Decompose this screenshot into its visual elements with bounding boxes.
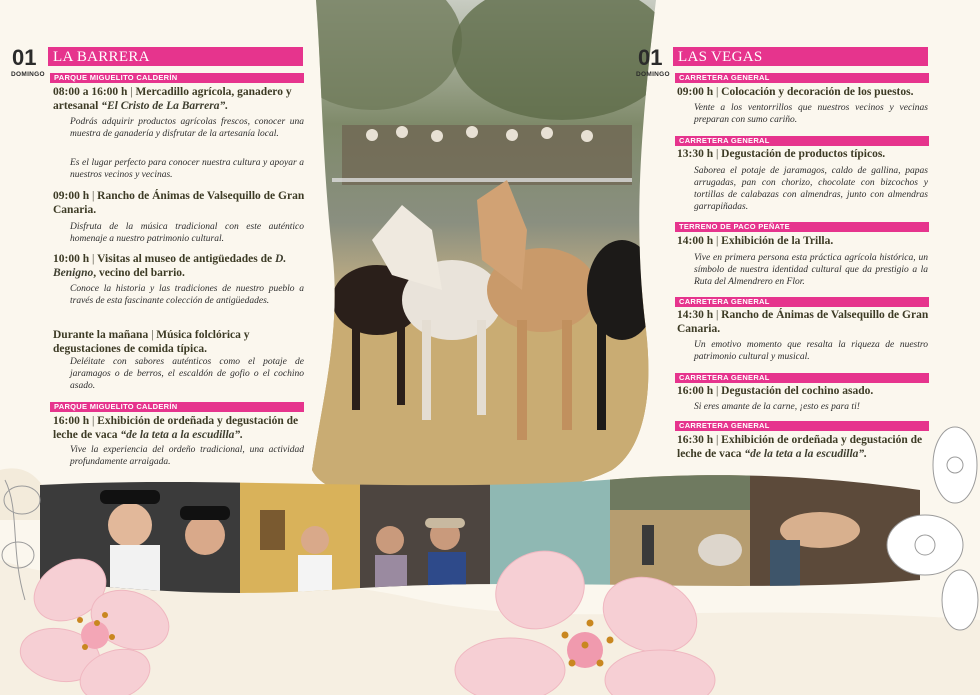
event-title: Exhibición de ordeñada y degustación de leche de vaca: [677, 434, 923, 460]
event-description: Vente a los ventorrillos que nuestros vecinos y vecinas preparan con sumo cariño.: [694, 103, 928, 125]
location-label: TERRENO DE PACO PEÑATE: [675, 222, 929, 232]
event-time: 16:00 h: [53, 415, 90, 427]
event-time: 14:30 h: [677, 309, 714, 321]
event-title: Mercadillo agrícola, ganadero y artesanal: [53, 86, 292, 112]
event-r1: 09:00 h | Colocación y decoración de los puestos.: [677, 86, 914, 98]
event-time: 13:30 h: [677, 148, 714, 160]
event-title: Rancho de Ánimas de Valsequillo de Gran Canaria.: [53, 190, 305, 216]
event-r5: 16:00 h | Degustación del cochino asado.: [677, 385, 874, 397]
event-title: Música folclórica y degustaciones de comida típica.: [53, 329, 250, 355]
event-r4: 14:30 h | Rancho de Ánimas de Valsequillo de Gran Canaria.: [677, 309, 929, 335]
horses-photo: [312, 0, 663, 495]
event-time: 08:00 a 16:00 h: [53, 86, 128, 98]
event-description: Saborea el potaje de jaramagos, caldo de gallina, papas arrugadas, pan con chorizo, chocolate con bizcochos y tortillas de calabazas con almendras, junto con almendras garrapiñadas.: [694, 166, 928, 212]
event-time: 14:00 h: [677, 235, 714, 247]
event-2: 09:00 h | Rancho de Ánimas de Valsequillo de Gran Canaria.: [53, 190, 305, 216]
event-title: Visitas al museo de antigüedades: [97, 253, 258, 265]
event-connector: de: [260, 253, 273, 265]
event-time: Durante la mañana: [53, 329, 149, 341]
event-quote: “El Cristo de La Barrera”.: [101, 100, 229, 112]
event-time: 09:00 h: [677, 86, 714, 98]
event-description: Podrás adquirir productos agrícolas frescos, conocer una muestra de ganadería y disfrutar de la artesanía local.: [70, 117, 304, 139]
event-3: 10:00 h | Visitas al museo de antigüedades de D. Benigno, vecino del barrio.: [53, 253, 287, 279]
section-title-la-barrera: LA BARRERA: [48, 47, 303, 66]
location-label: PARQUE MIGUELITO CALDERÍN: [50, 402, 304, 412]
almond-blossom-center: [440, 545, 740, 695]
blossom-sketch-left: [0, 460, 55, 610]
event-person: D. Benigno: [53, 253, 287, 279]
day-number-right: 01: [638, 45, 663, 70]
event-quote: “de la teta a la escudilla”.: [744, 448, 868, 460]
event-r6: 16:30 h | Exhibición de ordeñada y degustación de leche de vaca “de la teta a la escudilla”.: [677, 434, 923, 460]
event-description: Es el lugar perfecto para conocer nuestra cultura y apoyar a nuestros vecinos y vecinas.: [70, 158, 304, 180]
event-r3: 14:00 h | Exhibición de la Trilla.: [677, 235, 834, 247]
day-label-left: DOMINGO: [11, 71, 45, 78]
event-4: Durante la mañana | Música folclórica y degustaciones de comida típica.: [53, 329, 250, 355]
event-title: Degustación de productos típicos.: [721, 148, 886, 160]
day-label-right: DOMINGO: [636, 71, 670, 78]
event-description: Vive en primera persona esta práctica agrícola histórica, un símbolo de nuestra identidad cultural que da prestigio a la Ruta del Almendrero en Flor.: [694, 253, 928, 287]
location-label: CARRETERA GENERAL: [675, 73, 929, 83]
event-rest: , vecino del barrio.: [93, 267, 185, 279]
event-r2: 13:30 h | Degustación de productos típicos.: [677, 148, 886, 160]
event-title: Degustación del cochino asado.: [721, 385, 874, 397]
event-title: Colocación y decoración de los puestos.: [721, 86, 914, 98]
location-label: CARRETERA GENERAL: [675, 136, 929, 146]
location-label: CARRETERA GENERAL: [675, 421, 929, 431]
event-5: 16:00 h | Exhibición de ordeñada y degustación de leche de vaca “de la teta a la escudilla”.: [53, 415, 299, 441]
event-quote: “de la teta a la escudilla”.: [120, 429, 244, 441]
section-title-las-vegas: LAS VEGAS: [673, 47, 928, 66]
location-label: PARQUE MIGUELITO CALDERÍN: [50, 73, 304, 83]
event-title: Exhibición de ordeñada y degustación de leche de vaca: [53, 415, 299, 441]
event-time: 09:00 h: [53, 190, 90, 202]
event-1: 08:00 a 16:00 h | Mercadillo agrícola, ganadero y artesanal “El Cristo de La Barrera”.: [53, 86, 292, 112]
event-description: Deléitate con sabores auténticos como el potaje de jaramagos o de berros, el escaldón de gofio o el cochino asado.: [70, 357, 304, 391]
event-description: Disfruta de la música tradicional con este auténtico homenaje a nuestro patrimonio cultural.: [70, 222, 304, 244]
event-time: 10:00 h: [53, 253, 90, 265]
event-title: Exhibición de la Trilla.: [721, 235, 834, 247]
day-number-left: 01: [12, 45, 37, 70]
event-description: Un emotivo momento que resalta la riqueza de nuestro patrimonio cultural y musical.: [694, 340, 928, 362]
event-description: Si eres amante de la carne, ¡esto es para ti!: [694, 402, 860, 412]
location-label: CARRETERA GENERAL: [675, 373, 929, 383]
location-label: CARRETERA GENERAL: [675, 297, 929, 307]
event-time: 16:30 h: [677, 434, 714, 446]
event-description: Conoce la historia y las tradiciones de nuestro pueblo a través de esta fascinante colección de antigüedades.: [70, 284, 304, 306]
blossom-sketch-right: [880, 410, 980, 640]
event-description: Vive la experiencia del ordeño tradicional, una actividad profundamente arraigada.: [70, 445, 304, 467]
event-time: 16:00 h: [677, 385, 714, 397]
event-title: Rancho de Ánimas de Valsequillo de Gran Canaria.: [677, 309, 929, 335]
